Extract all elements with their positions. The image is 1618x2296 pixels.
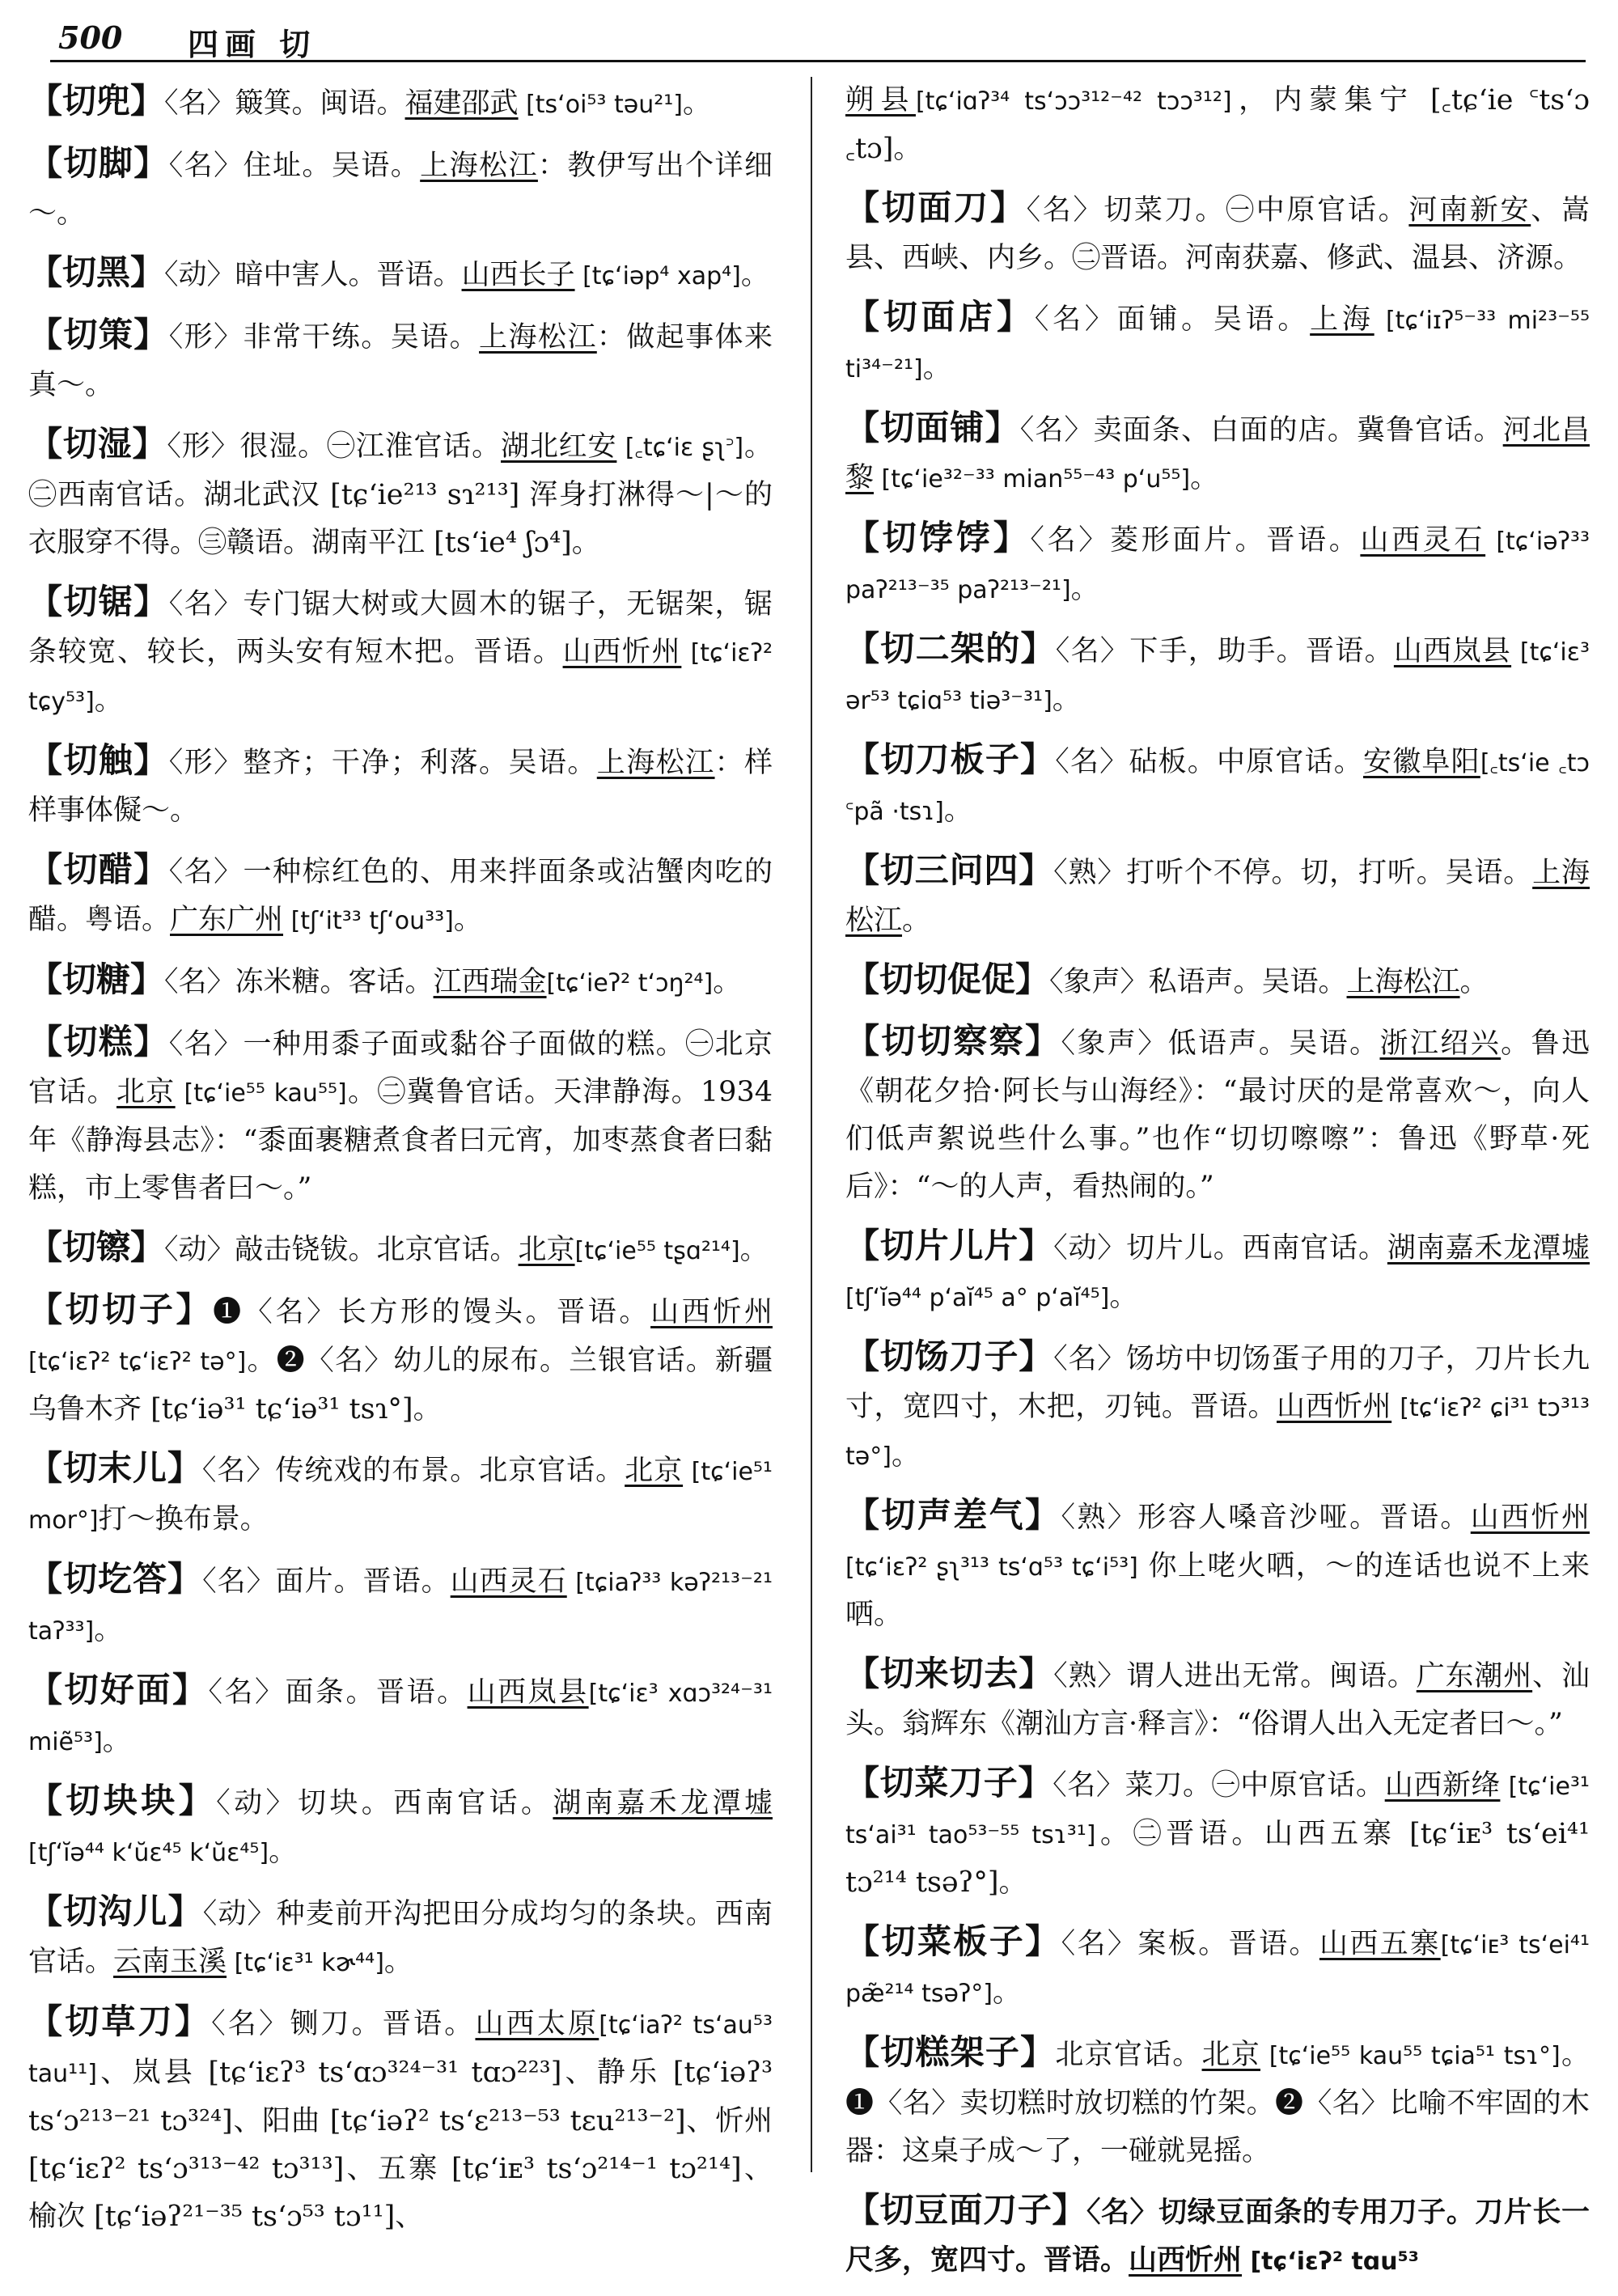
entry-tail: 。 — [713, 966, 742, 998]
entry-pronunciation: [tɕʻiɛ³¹ kɚ⁴⁴] — [227, 1949, 384, 1977]
entry-headword: 【切菜刀子】 — [845, 1763, 1053, 1802]
entry-location: 山西忻州 — [1129, 2243, 1243, 2277]
entry-pronunciation: [tɕʻiᴇ³ tsʻei⁴¹ pæ̃²¹⁴ tsəʔ°] — [845, 1931, 1590, 2008]
entry-headword: 【切豆面刀子】 — [845, 2190, 1086, 2230]
entry-location: 上海 — [1310, 303, 1374, 336]
entry-tail: 打～换布景。 — [98, 1503, 269, 1536]
dictionary-entry — [28, 845, 773, 945]
entry-location: 山西新绛 — [1384, 1769, 1501, 1802]
entry-tail: 。 — [1070, 573, 1099, 605]
dictionary-entry — [28, 955, 773, 1007]
entry-definition: 〈动〉切片儿。西南官话。 — [1053, 1232, 1387, 1264]
entry-definition: 〈动〉敲击铙钹。北京官话。 — [164, 1234, 519, 1266]
dictionary-entry — [28, 736, 773, 835]
entry-tail: 。❶〈名〉卖切糕时放切糕的竹架。❷〈名〉比喻不牢固的木器：这桌子成～了，一碰就晃摇。 — [845, 2039, 1590, 2167]
dictionary-entry — [28, 139, 773, 238]
dictionary-entry — [28, 1666, 773, 1766]
entry-headword: 【切饽饽】 — [845, 518, 1031, 557]
entry-pronunciation: [tɕʻie³²⁻³³ mian⁵⁵⁻⁴³ pʻu⁵⁵] — [874, 465, 1191, 494]
entry-location: 上海松江 — [479, 321, 597, 354]
entry-tail: 你上咾火哂，～的连话也说不上来哂。 — [845, 1550, 1590, 1631]
entry-definition-cont: ：教伊写出个详细～。 — [28, 150, 773, 230]
entry-headword: 【切来切去】 — [845, 1654, 1054, 1693]
entry-definition: 〈形〉整齐；干净；利落。吴语。 — [168, 747, 597, 779]
entry-location: 山西忻州 — [650, 1296, 773, 1328]
entry-tail: 。 — [992, 1976, 1021, 2009]
dictionary-entry — [28, 1555, 773, 1655]
entry-pronunciation: [tɕʻiəʔ³³ paʔ²¹³⁻³⁵ paʔ²¹³⁻²¹] — [845, 527, 1590, 604]
page-number: 500 — [58, 19, 123, 56]
entry-definition: 〈象声〉低语声。吴语。 — [1061, 1027, 1380, 1060]
entry-pronunciation: [tɕʻiɛʔ² ɕi³¹ tɔ³¹³ tə°] — [845, 1394, 1590, 1471]
entry-location: 河北昌黎 — [845, 414, 1590, 494]
right-column — [845, 77, 1590, 2296]
entry-location: 北京 — [116, 1076, 176, 1108]
entry-headword: 【切切促促】 — [845, 959, 1050, 999]
entry-tail: ，内蒙集宁 [꜀tɕʻie ꜂tsʻɔ ꜀tɔ]。 — [845, 84, 1590, 165]
entry-pronunciation: [tɕʻiɛʔ² tɕʻiɛʔ² tə°] — [28, 1348, 247, 1376]
entry-headword: 【切糕架子】 — [845, 2032, 1056, 2072]
entry-headword: 【切糕】 — [28, 1022, 169, 1061]
entry-headword: 【切锯】 — [28, 582, 169, 621]
running-head: 四画 切 — [188, 27, 317, 62]
entry-pronunciation: [tʃʻĭə⁴⁴ pʻaĭ⁴⁵ a° pʻaĭ⁴⁵] — [845, 1284, 1110, 1312]
entry-headword: 【切切子】 — [28, 1290, 214, 1329]
entry-definition: 〈名〉面片。晋语。 — [202, 1565, 451, 1598]
entry-location: 山西长子 — [461, 259, 575, 291]
entry-location: 山西岚县 — [467, 1676, 589, 1709]
entry-tail: 、岚县 [tɕʻiɛʔ³ tsʻɑɔ³²⁴⁻³¹ tɑɔ²²³]、静乐 [tɕʻiəʔ³ tsʻɔ²¹³⁻²¹ tɔ³²⁴]、阳曲 [tɕʻiəʔ² tsʻɛ²¹³⁻⁵³ tɛu²¹³⁻²]、忻州 [tɕʻiɛʔ² tsʻɔ³¹³⁻⁴² tɔ³¹³]、五寨 [tɕʻiᴇ³ tsʻɔ²¹⁴⁻¹ tɔ²¹⁴]、榆次 [tɕʻiəʔ²¹⁻³⁵ tsʻɔ⁵³ tɔ¹¹]、 — [28, 2057, 773, 2233]
entry-headword: 【切湿】 — [28, 424, 167, 464]
entry-definition: 〈名〉切菜刀。㊀中原官话。 — [1026, 194, 1409, 227]
entry-headword: 【切切察察】 — [845, 1021, 1061, 1061]
entry-tail: 。 — [891, 1439, 920, 1472]
entry-headword: 【切块块】 — [28, 1781, 217, 1820]
entry-location: 上海松江 — [845, 857, 1590, 937]
entry-definition: 〈熟〉形容人嗓音沙哑。晋语。 — [1061, 1502, 1471, 1534]
entry-definition: 〈熟〉谓人进出无常。闽语。 — [1053, 1660, 1417, 1692]
dictionary-entry — [845, 404, 1590, 503]
entry-pronunciation: [tɕʻiɪʔ⁵⁻³³ mi²³⁻⁵⁵ ti³⁴⁻²¹] — [845, 307, 1590, 383]
entry-tail: 、嵩县、西峡、内乡。㊁晋语。河南获嘉、修武、温县、济源。 — [845, 194, 1590, 274]
dictionary-entry — [28, 1777, 773, 1877]
entry-headword: 【切声差气】 — [845, 1495, 1061, 1535]
entry-location: 广东潮州 — [1416, 1660, 1533, 1692]
entry-headword: 【切面刀】 — [845, 188, 1027, 227]
entry-pronunciation: [tsʻoi⁵³ təu²¹] — [518, 91, 683, 119]
dictionary-entry — [28, 1997, 773, 2241]
entry-location: 山西忻州 — [1277, 1391, 1392, 1423]
entry-headword: 【切兜】 — [28, 81, 165, 121]
entry-tail: 。 — [1109, 1281, 1138, 1313]
entry-definition-cont: 。 — [1459, 966, 1489, 998]
dictionary-entry — [845, 846, 1590, 945]
entry-tail: 。 — [94, 1614, 123, 1646]
entry-definition: 北京官话。 — [1055, 2039, 1202, 2071]
dictionary-entry — [28, 578, 773, 726]
entry-location: 湖南嘉禾龙潭墟 — [1387, 1232, 1590, 1264]
left-column — [28, 77, 773, 2252]
entry-location: 山西五寨 — [1319, 1928, 1441, 1960]
page-header — [50, 18, 1586, 62]
entry-location: 安徽阜阳 — [1362, 746, 1480, 778]
dictionary-entry — [28, 1887, 773, 1987]
dictionary-entry — [845, 514, 1590, 614]
entry-headword: 【切糖】 — [28, 959, 165, 999]
entry-definition: 〈名〉砧板。中原官话。 — [1055, 746, 1363, 778]
entry-tail: 。㊁晋语。山西五寨 [tɕʻiᴇ³ tsʻei⁴¹ tɔ²¹⁴ tsəʔ°]。 — [845, 1818, 1590, 1899]
entry-pronunciation: [꜀tɕʻiɛ ʂʅ꜄] — [616, 434, 744, 462]
column-divider — [811, 77, 812, 2172]
entry-tail: 。㊁西南官话。湖北武汉 [tɕʻie²¹³ sɿ²¹³] 浑身打淋得～|～的衣服穿不得。㊂赣语。湖南平江 [tsʻie⁴ ʃɔ⁴]。 — [28, 430, 773, 559]
entry-pronunciation: [tɕʻiɛ³ ər⁵³ tɕiɑ⁵³ tiə³⁻³¹] — [845, 638, 1590, 715]
entry-pronunciation: [tɕʻie⁵⁵ kau⁵⁵ tɕia⁵¹ tsɿ°] — [1260, 2042, 1561, 2070]
entry-definition: 〈名〉一种棕红色的、用来拌面条或沾蟹肉吃的醋。粤语。 — [28, 856, 773, 936]
entry-definition: 〈名〉冻米糖。客话。 — [164, 966, 434, 998]
entry-location: 山西忻州 — [562, 636, 682, 668]
entry-location: 北京 — [1201, 2039, 1260, 2071]
entry-tail: 。 — [1190, 462, 1219, 494]
dictionary-entry — [845, 184, 1590, 282]
dictionary-entry — [845, 1917, 1590, 2018]
entry-tail: 。㊁冀鲁官话。天津静海。1934年《静海县志》：“黍面裹糖煮食者曰元宵，加枣蒸食者曰黏糕，市上零售者曰～。” — [28, 1076, 773, 1205]
entry-tail: 。 — [739, 1234, 769, 1266]
dictionary-entry — [845, 1017, 1590, 1211]
entry-tail: 。 — [269, 1836, 298, 1868]
entry-headword: 【切触】 — [28, 740, 169, 780]
entry-headword: 【切圪答】 — [28, 1559, 203, 1599]
dictionary-entry — [28, 1286, 773, 1434]
entry-pronunciation: [tɕʻiɛʔ² tɑu⁵³ — [1242, 2247, 1419, 2276]
entry-location: 上海松江 — [1346, 966, 1460, 998]
entry-location: 湖南嘉禾龙潭墟 — [553, 1787, 773, 1819]
entry-tail: 。 — [922, 352, 951, 384]
entry-headword: 【切镲】 — [28, 1227, 165, 1267]
entry-headword: 【切沟儿】 — [28, 1891, 203, 1931]
dictionary-entry — [845, 1650, 1590, 1748]
entry-location: 江西瑞金 — [433, 966, 547, 998]
entry-headword: 【切饧刀子】 — [845, 1337, 1054, 1376]
entry-pronunciation: [tɕʻieʔ² tʻɔŋ²⁴] — [546, 969, 714, 998]
entry-definition: 〈形〉非常干练。吴语。 — [168, 321, 480, 354]
entry-pronunciation: [tʃʻit³³ tʃʻou³³] — [283, 907, 454, 935]
entry-tail: 。 — [383, 1946, 413, 1978]
entry-pronunciation: [tɕiaʔ³³ kəʔ²¹³⁻²¹ taʔ³³] — [28, 1569, 773, 1646]
entry-pronunciation: [tɕʻie⁵⁵ tʂɑ²¹⁴] — [574, 1237, 740, 1265]
entry-tail: 。 — [453, 904, 482, 936]
dictionary-entry — [845, 625, 1590, 725]
entry-headword: 【切菜板子】 — [845, 1921, 1061, 1961]
entry-location: 山西灵石 — [450, 1565, 567, 1598]
entry-definition: 〈熟〉打听个不停。切，打听。吴语。 — [1053, 857, 1533, 889]
entry-pronunciation: [tɕʻie³¹ tsʻai³¹ tao⁵³⁻⁵⁵ tsɿ³¹] — [845, 1773, 1590, 1849]
entry-headword: 【切末儿】 — [28, 1448, 202, 1488]
entry-pronunciation: [tɕʻie⁵¹ mor°] — [28, 1458, 773, 1535]
dictionary-entry — [845, 1222, 1590, 1322]
entry-definition-cont: 。鲁迅《朝花夕拾·阿长与山海经》：“最讨厌的是常喜欢～，向人们低声絮说些什么事。”也作“切切嚓嚓”：鲁迅《野草·死后》：“～的人声，看热闹的。” — [845, 1027, 1590, 1203]
entry-definition-cont: ：做起事体来真～。 — [28, 321, 773, 401]
entry-tail: 。 — [682, 87, 711, 120]
dictionary-entry — [845, 77, 1590, 173]
entry-definition: 〈名〉面条。晋语。 — [208, 1676, 468, 1709]
dictionary-entry — [845, 2186, 1590, 2285]
entry-location: 湖北红安 — [501, 430, 617, 463]
entry-tail: 。 — [94, 684, 123, 717]
entry-location: 云南玉溪 — [113, 1946, 227, 1978]
entry-headword: 【切草刀】 — [28, 2002, 212, 2041]
entry-pronunciation: [tɕʻiɛʔ² ʂʅ³¹³ tsʻɑ⁵³ tɕʻi⁵³] — [845, 1553, 1138, 1582]
dictionary-entry — [845, 955, 1590, 1006]
entry-location: 山西忻州 — [1470, 1502, 1590, 1534]
entry-pronunciation: [tɕʻiɑʔ³⁴ tsʻɔɔ³¹²⁻⁴² tɔɔ³¹²] — [915, 87, 1232, 116]
entry-definition: 〈名〉饧坊中切饧蛋子用的刀子，刀片长九寸，宽四寸，木把，刃钝。晋语。 — [845, 1343, 1590, 1423]
entry-pronunciation: [tɕʻiəp⁴ xap⁴] — [574, 262, 741, 290]
entry-headword: 【切面店】 — [845, 297, 1035, 337]
entry-location: 山西灵石 — [1360, 524, 1486, 557]
dictionary-entry — [28, 1018, 773, 1213]
entry-definition: ❶〈名〉长方形的馒头。晋语。 — [213, 1296, 651, 1328]
dictionary-entry — [845, 293, 1590, 393]
entry-headword: 【切三问四】 — [845, 850, 1054, 890]
entry-pronunciation: [tɕʻie⁵⁵ kau⁵⁵] — [175, 1079, 347, 1108]
entry-location: 上海松江 — [596, 747, 715, 779]
entry-definition: 〈动〉种麦前开沟把田分成均匀的条块。西南官话。 — [28, 1898, 773, 1978]
entry-headword: 【切二架的】 — [845, 629, 1056, 668]
entry-pronunciation: [tɕʻiɛ³ xɑɔ³²⁴⁻³¹ miẽ⁵³] — [28, 1680, 773, 1756]
entry-location: 上海松江 — [420, 150, 538, 182]
dictionary-entry — [845, 1759, 1590, 1907]
dictionary-entry — [28, 77, 773, 129]
entry-location: 朔县 — [845, 84, 916, 116]
entry-tail: 。 — [1052, 684, 1081, 716]
dictionary-entry — [28, 1223, 773, 1275]
entry-definition: 〈名〉铡刀。晋语。 — [211, 2008, 476, 2040]
entry-headword: 【切面铺】 — [845, 408, 1020, 447]
entry-definition-cont: 、汕头。翁辉东《潮汕方言·释言》：“俗谓人出入无定者曰～。” — [845, 1660, 1590, 1740]
entry-headword: 【切黑】 — [28, 252, 165, 292]
entry-location: 河南新安 — [1408, 194, 1531, 227]
entry-headword: 【切片儿片】 — [845, 1226, 1054, 1265]
entry-location: 广东广州 — [170, 904, 284, 936]
dictionary-entry — [28, 1444, 773, 1544]
dictionary-entry — [28, 420, 773, 567]
entry-tail: 。 — [740, 259, 769, 291]
entry-pronunciation: [tʃʻĭə⁴⁴ kʻŭɛ⁴⁵ kʻŭɛ⁴⁵] — [28, 1839, 269, 1867]
entry-headword: 【切策】 — [28, 315, 169, 354]
dictionary-entry — [28, 311, 773, 409]
entry-tail: 。❷〈名〉幼儿的尿布。兰银官话。新疆乌鲁木齐 [tɕʻiə³¹ tɕʻiə³¹ tsɿ°]。 — [28, 1345, 773, 1425]
entry-location: 北京 — [518, 1234, 575, 1266]
dictionary-entry — [845, 1491, 1590, 1639]
entry-headword: 【切刀板子】 — [845, 739, 1056, 779]
entry-definition: 〈名〉传统戏的布景。北京官话。 — [201, 1455, 625, 1487]
entry-definition: 〈名〉一种用黍子面或黏谷子面做的糕。㊀北京官话。 — [28, 1028, 773, 1108]
entry-definition: 〈名〉切绿豆面条的专用刀子。刀片长一尺多，宽四寸。晋语。 — [845, 2196, 1590, 2277]
entry-definition: 〈名〉面铺。吴语。 — [1034, 303, 1311, 336]
entry-pronunciation: [꜀tsʻie ꜀tɔ ꜂pã ·tsɿ] — [845, 749, 1590, 826]
entry-definition: 〈动〉切块。西南官话。 — [216, 1787, 553, 1819]
entry-definition: 〈名〉下手，助手。晋语。 — [1055, 635, 1394, 667]
entry-definition: 〈名〉菱形面片。晋语。 — [1030, 524, 1361, 557]
entry-definition: 〈名〉菜刀。㊀中原官话。 — [1053, 1769, 1385, 1802]
entry-tail: 。 — [943, 794, 972, 827]
entry-pronunciation: [tɕʻiaʔ² tsʻau⁵³ tau¹¹] — [28, 2011, 773, 2088]
entry-pronunciation: [tɕʻiɛʔ² tɕy⁵³] — [28, 639, 773, 716]
entry-definition: 〈名〉住址。吴语。 — [168, 150, 421, 182]
dictionary-entry — [28, 248, 773, 300]
dictionary-entry — [845, 735, 1590, 836]
entry-headword: 【切好面】 — [28, 1670, 209, 1709]
entry-definition: 〈名〉案板。晋语。 — [1061, 1928, 1319, 1960]
entry-tail: 。 — [102, 1725, 131, 1757]
entry-definition: 〈名〉卖面条、白面的店。冀鲁官话。 — [1019, 414, 1503, 447]
entry-definition: 〈形〉很湿。㊀江淮官话。 — [167, 430, 501, 463]
entry-location: 福建邵武 — [404, 87, 519, 120]
entry-definition-cont: 。 — [902, 904, 931, 937]
entry-definition-cont: ：样样事体儗～。 — [28, 747, 773, 827]
dictionary-entry — [845, 1332, 1590, 1481]
entry-definition: 〈动〉暗中害人。晋语。 — [164, 259, 462, 291]
dictionary-entry — [845, 2028, 1590, 2175]
entry-definition: 〈名〉专门锯大树或大圆木的锯子，无锯架，锯条较宽、较长，两头安有短木把。晋语。 — [28, 588, 773, 668]
entry-location: 北京 — [625, 1455, 684, 1487]
entry-headword: 【切脚】 — [28, 143, 169, 183]
entry-location: 山西太原 — [475, 2008, 599, 2040]
entry-headword: 【切醋】 — [28, 849, 169, 889]
entry-location: 浙江绍兴 — [1379, 1027, 1502, 1060]
entry-definition: 〈象声〉私语声。吴语。 — [1049, 966, 1347, 998]
entry-location: 山西岚县 — [1393, 635, 1512, 667]
entry-definition: 〈名〉簸箕。闽语。 — [164, 87, 405, 120]
